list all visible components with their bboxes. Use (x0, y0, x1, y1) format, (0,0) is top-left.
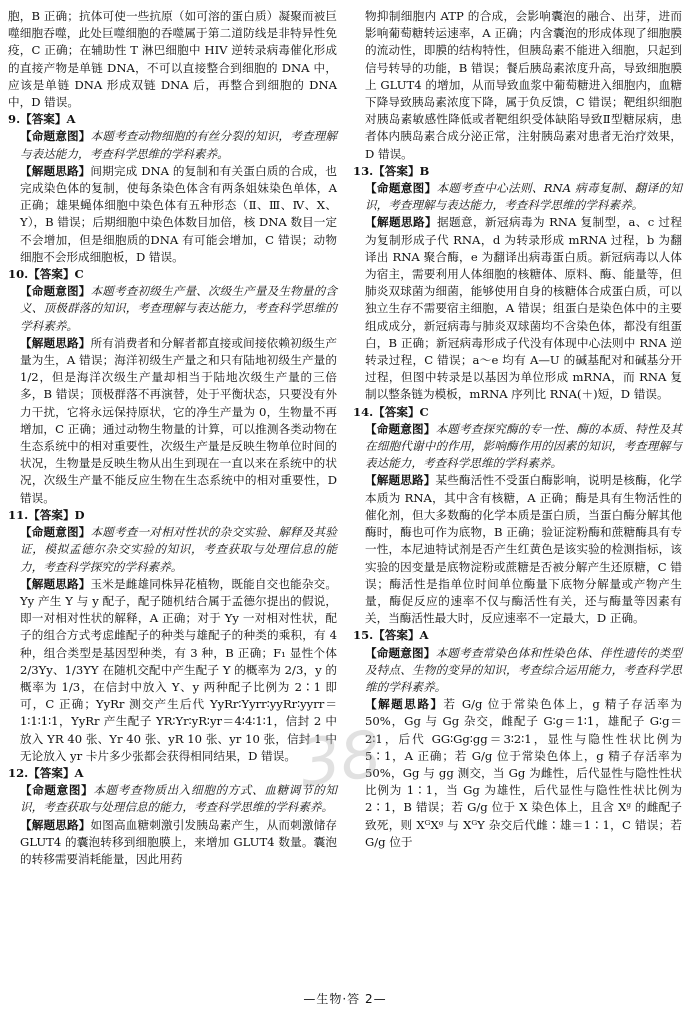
watermark-logo: 38 (295, 717, 386, 803)
solution-tag: 【解题思路】 (20, 576, 91, 591)
solution-text: 所有消费者和分解者都直接或间接依赖初级生产量为生，A 错误；海洋初级生产量之和只有陆地初级生产量的 1/2，但是海洋次级生产量却相当于陆地次级生产量的三倍多，B 错误；顶极群落不再演替，处于平衡状态，只要没有外力干扰，它将永远保持原状，它的净生产量为 0，生物量不再增加，C 正确；通过动物生物量的计算，可以推测各类动物在生态系统中的相对重要性，次级生产量是反映生物单位时间的状况，生物量是反映生物从出生到现在一直以来在系统中的状况，次级生产量不能反应生物在生态系统中的相对重要性，D 错误。 (20, 335, 337, 505)
q14-solution (353, 472, 682, 627)
intent-text: 本题考查常染色体和性染色体、伴性遗传的类型及特点、生物的变异的知识，考查综合运用能力，考查科学思维的学科素养。 (365, 645, 682, 694)
intent-text: 本题考查一对相对性状的杂交实验、解释及其验证，模拟孟德尔杂交实验的知识，考查获取与处理信息的能力，考查科学探究的学科素养。 (20, 525, 337, 574)
intent-tag: 【命题意图】 (20, 783, 94, 798)
intent-text: 本题考查初级生产量、次级生产量及生物量的含义、顶极群落的知识，考查理解与表达能力，考查科学思维的学科素养。 (20, 284, 337, 333)
q10-intent (8, 283, 337, 335)
solution-tag: 【解题思路】 (365, 215, 438, 230)
q10-answer: 10.【答案】C (8, 267, 84, 282)
q15-intent (353, 645, 682, 697)
solution-tag: 【解题思路】 (365, 697, 444, 712)
intent-tag: 【命题意图】 (365, 645, 436, 660)
solution-tag: 【解题思路】 (20, 163, 91, 178)
intent-text: 本题考查动物细胞的有丝分裂的知识，考查理解与表达能力，考查科学思维的学科素养。 (20, 129, 337, 161)
solution-text: 若 G/g 位于常染色体上，g 精子存活率为 50%，Gg 与 Gg 杂交，雌配子 G∶g＝1∶1，雄配子 G∶g＝2∶1，后代 GG∶Gg∶gg＝3∶2∶1，显性与隐性性状比例为 5∶1，A 正确；若 G/g 位于常染色体上，g 精子存活率为 50%，Gg 与 gg 测交，当 Gg 为雌性，后代显性与隐性性状比例为 1∶1，当 Gg 为雄性，后代显性与隐性性状比例为 2∶1，B 错误；若 G/g 位于 X 染色体上，且含 Xᵍ 的雌配子致死，则 XᴳXᵍ 与 XᴳY 杂交后代雌∶雄＝1∶1，C 错误；若 G/g 位于 (365, 697, 682, 849)
q13-intent (353, 180, 682, 214)
q12-intent (8, 782, 337, 816)
solution-text: 玉米是雌雄同株异花植物，既能自交也能杂交。Yy 产生 Y 与 y 配子，配子随机结合属于孟德尔提出的假说，即一对相对性状的解释，A 正确；对于 Yy 一对相对性状，配子的组合方式考虑雌配子的种类与雄配子的种类的乘积，有 4 种，组合类型是基因型种类，有 3 种，B 正确；F₁ 显性个体 2/3Yy、1/3YY 在随机交配中产生配子 Y 的概率为 2/3，y 的概率为 1/3，在信封中放入 Y、y 两种配子比例为 2∶1 即可，C 正确；YyRr 测交产生后代 YyRr∶Yyrr∶yyRr∶yyrr＝1∶1∶1∶1，YyRr 产生配子 YR∶Yr∶yR∶yr＝4∶4∶1∶1，信封 2 中放入 YR 40 张、Yr 40 张、yR 10 张、yr 10 张，信封 1 中无论放入 yr 卡片多少张都会获得相同结果，D 错误。 (20, 576, 337, 763)
intent-tag: 【命题意图】 (20, 129, 91, 144)
q11-intent (8, 524, 337, 576)
q12-solution (8, 817, 337, 869)
intent-tag: 【命题意图】 (365, 421, 436, 436)
intent-text: 本题考查探究酶的专一性、酶的本质、特性及其在细胞代谢中的作用，影响酶作用的因素的知识，考查理解与表达能力，考查科学思维的学科素养。 (365, 421, 682, 471)
solution-text: 如图高血糖刺激引发胰岛素产生，从而刺激储存 GLUT4 的囊泡转移到细胞膜上，来增加 GLUT4 数量。囊泡的转移需要消耗能量，因此用药 (20, 817, 337, 866)
q9-answer: 9.【答案】A (8, 112, 76, 127)
q9-solution (8, 163, 337, 266)
solution-tag: 【解题思路】 (20, 335, 91, 350)
q8-continuation: 胞，B 正确；抗体可使一些抗原（如可溶的蛋白质）凝聚而被巨噬细胞吞噬，此处巨噬细胞的吞噬属于第二道防线是非特异性免疫，C 正确；在辅助性 T 淋巴细胞中 HIV 逆转录病毒催化形成的直接产物是单链 DNA，不可以直接整合到细胞的 DNA 中，应该是单链 DNA 形成双链 DNA 后，再整合到细胞的 DNA 中，D 错误。 (8, 9, 337, 110)
q13-solution (353, 214, 682, 403)
q12-answer: 12.【答案】A (8, 765, 84, 780)
q15-answer: 15.【答案】A (353, 628, 429, 643)
intent-tag: 【命题意图】 (365, 181, 437, 196)
intent-tag: 【命题意图】 (20, 525, 91, 540)
q12-continuation: 物抑制细胞内 ATP 的合成，会影响囊泡的融合、出芽，进而影响葡萄糖转运速率，A 正确；内含囊泡的形成体现了细胞膜的流动性，即膜的结构特性，但胰岛素不能进入细胞，只起到信号转导的功能，B 错误；餐后胰岛素浓度升高，导致细胞膜上 GLUT4 的增加，从而导致血浆中葡萄糖进入细胞内，血糖下降导致胰岛素浓度下降，属于负反馈，C 错误；靶组织细胞对胰岛素敏感性降低或者靶组织受体缺陷导致Ⅱ型糖尿病，患者体内胰岛素合成分泌正常，注射胰岛素对患者无治疗效果，D 错误。 (365, 9, 682, 161)
solution-text: 某些酶活性不受蛋白酶影响，说明是核酶，化学本质为 RNA，其中含有核糖，A 正确；酶是具有生物活性的催化剂，但大多数酶的化学本质是蛋白质，当蛋白酶分解其他酶时，酶也可作为底物，B 正确；验证淀粉酶和蔗糖酶具有专一性，本尼迪特试剂是否产生红黄色是该实验的检测指标，该实验的因变量是底物淀粉或蔗糖是否被分解产生还原糖，C 错误；酶活性是指单位时间单位酶量下底物分解量或产物产生量，酶促反应的速率不仅与酶活性有关，还与酶量等因素有关，当酶活性最大时，反应速率不一定最大，D 正确。 (365, 473, 682, 626)
q13-answer: 13.【答案】B (353, 163, 430, 178)
left-column (8, 8, 337, 868)
q11-solution (8, 576, 337, 765)
solution-tag: 【解题思路】 (20, 817, 91, 832)
q14-intent (353, 421, 682, 473)
intent-tag: 【命题意图】 (20, 284, 91, 299)
q10-solution (8, 335, 337, 507)
intent-text: 本题考查中心法则、RNA 病毒复制、翻译的知识，考查理解与表达能力，考查科学思维的学科素养。 (365, 181, 682, 213)
q9-intent (8, 128, 337, 162)
q14-answer: 14.【答案】C (353, 404, 429, 419)
solution-tag: 【解题思路】 (365, 473, 436, 488)
q11-answer: 11.【答案】D (8, 507, 85, 522)
solution-text: 据题意，新冠病毒为 RNA 复制型，a、c 过程为复制形成子代 RNA，d 为转录形成 mRNA 过程，b 为翻译出 RNA 聚合酶，e 为翻译出病毒蛋白质。新冠病毒以人体为宿主，需要利用人体细胞的核糖体、原料、酶、能量等，但肺炎双球菌为细菌，能够使用自身的核糖体合成蛋白质，可以独立生存不需要宿主细胞，A 错误；组蛋白是染色体中的主要组成成分，新冠病毒与肺炎双球菌均不含染色体，都没有组蛋白，B 正确；新冠病毒形成子代没有体现中心法则中 RNA 逆转录过程，C 错误；a～e 均有 A—U 的碱基配对和碱基分开过程，但图中转录是以基因为单位形成 mRNA，而 RNA 复制以整条链为模板，mRNA 序列比 RNA(＋)短，D 错误。 (365, 215, 682, 402)
intent-text: 本题考查物质出入细胞的方式、血糖调节的知识，考查获取与处理信息的能力，考查科学思维的学科素养。 (20, 783, 337, 815)
page-footer: —生物·答 2— (303, 992, 387, 1006)
solution-text: 间期完成 DNA 的复制和有关蛋白质的合成，也完成染色体的复制，使每条染色体含有两条姐妹染色单体，A 正确；雄果蝇体细胞中染色体有五种形态（Ⅱ、Ⅲ、Ⅳ、X、Y），B 错误；后期细胞中染色体数目加倍，核 DNA 数目一定不会增加，但是细胞质的DNA 有可能会增加，C 错误；动物细胞不会形成细胞板，D 错误。 (20, 163, 337, 264)
